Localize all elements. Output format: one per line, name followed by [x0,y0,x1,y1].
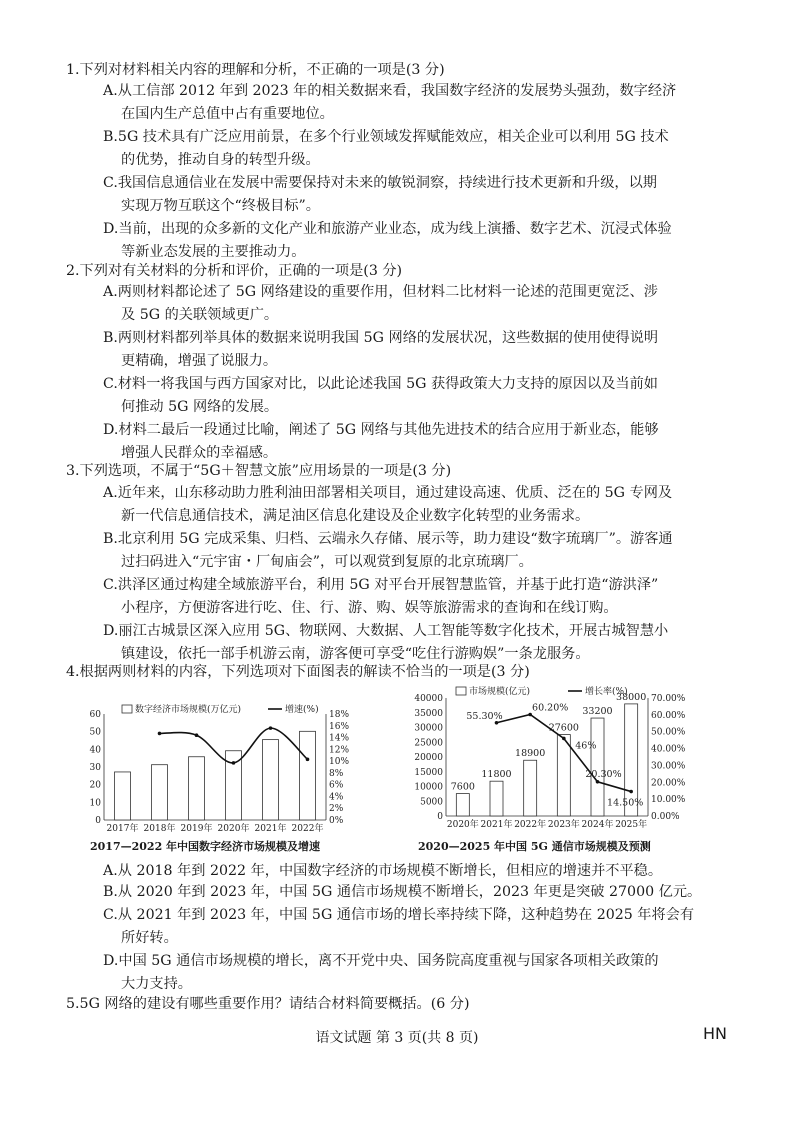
legend-bar-swatch [456,687,466,695]
q1-option-c-line2: 实现万物互联这个“终极目标”。 [121,198,320,214]
q1-option-a-line2: 在国内生产总值中占有重要地位。 [121,106,334,122]
left-tick-label: 0 [437,812,443,822]
right-tick-label: 40.00% [651,744,686,755]
q1-option-b-line2: 的优势，推动自身的转型升级。 [121,152,320,168]
right-tick-label: 0% [329,816,344,826]
q3-option-a [103,482,725,528]
question-5-stem: 5.5G 网络的建设有哪些重要作用？请结合材料简要概括。(6 分) [66,996,470,1012]
right-tick-label: 70.00% [651,694,686,704]
bar [263,740,279,820]
left-tick-label: 30 [89,763,101,773]
legend-line-label: 增长率(%) [585,687,628,697]
q3-option-a-line1: A.近年来，山东移动助力胜利油田部署相关项目，通过建设高速、优质、泛在的 5G 专网及 [103,485,673,501]
right-tick-label: 6% [329,780,344,791]
q1-option-a [103,80,725,126]
q3-option-c [103,574,725,620]
q2-option-b [103,327,725,373]
right-tick-label: 18% [329,710,350,720]
bar [115,772,131,820]
question-3-stem: 3.下列选项，不属于“5G＋智慧文旅”应用场景的一项是(3 分) [66,463,452,479]
q1-option-a-line1: A.从工信部 2012 年到 2023 年的相关数据来看，我国数字经济的发展势头强劲，数字经济 [103,83,677,99]
left-tick-label: 0 [95,816,101,826]
category-label: 2021年 [480,820,513,830]
right-tick-label: 2% [329,804,344,815]
growth-point [596,780,600,784]
q2-option-d-line1: D.材料二最后一段通过比喻，阐述了 5G 网络与其他先进技术的结合应用于新业态，能够 [103,422,659,438]
q3-option-b-line2: 过扫码进入“元宇宙・厂甸庙会”，可以观赏到复原的北京琉璃厂。 [121,554,533,570]
q2-option-a [103,281,725,327]
5g-market-chart-caption: 2020—2025 年中国 5G 通信市场规模及预测 [418,840,651,853]
right-tick-label: 30.00% [651,761,686,772]
left-tick-label: 25000 [414,738,443,749]
question-1-stem: 1.下列对材料相关内容的理解和分析，不正确的一项是(3 分) [66,62,445,78]
q4-option-c-line1: C.从 2021 年到 2023 年，中国 5G 通信市场的增长率持续下降，这种趋势在 2025 年将会有 [103,907,695,923]
q2-option-d [103,419,725,465]
q2-option-c-line2: 何推动 5G 网络的发展。 [121,399,279,415]
left-tick-label: 50 [89,727,101,738]
q4-option-a [103,860,725,883]
q1-option-c-line1: C.我国信息通信业在发展中需要保持对未来的敏锐洞察，持续进行技术更新和升级，以期 [103,175,657,191]
bar [490,781,503,816]
q4-option-b-line1: B.从 2020 年到 2023 年，中国 5G 通信市场规模不断增长，2023 年更是突破 27000 亿元。 [103,884,702,900]
q2-option-c-line1: C.材料一将我国与西方国家对比，以此论述我国 5G 获得政策大力支持的原因以及当前如 [103,376,658,392]
category-label: 2017年 [106,824,139,834]
5g-market-chart [400,686,700,836]
right-tick-label: 10% [329,757,350,768]
q3-option-a-line2: 新一代信息通信技术，满足油区信息化建设及企业数字化转型的业务需求。 [121,508,590,524]
bar [557,735,570,816]
q2-option-b-line1: B.两则材料都列举具体的数据来说明我国 5G 网络的发展状况，这些数据的使用使得说明 [103,330,659,346]
q2-option-c [103,373,725,419]
legend-line-label: 增速(%) [285,705,319,715]
q1-option-d-line2: 等新业态发展的主要推动力。 [121,244,306,260]
category-label: 2018年 [143,824,176,834]
growth-value-label: 55.30% [466,710,503,722]
q2-option-a-line2: 及 5G 的关联领域更广。 [121,307,279,323]
q2-option-d-line2: 增强人民群众的幸福感。 [121,445,278,461]
bar-value-label: 7600 [450,781,475,793]
bar [152,765,168,820]
bar [524,760,537,816]
category-label: 2022年 [291,824,324,834]
category-label: 2021年 [254,824,287,834]
growth-point [629,790,633,794]
q1-option-d-line1: D.当前，出现的众多新的文化产业和旅游产业业态，成为线上演播、数字艺术、沉浸式体验 [103,221,672,237]
question-2-stem: 2.下列对有关材料的分析和评价，正确的一项是(3 分) [66,263,403,279]
bar [300,731,316,820]
right-tick-label: 12% [329,745,350,756]
q1-option-d [103,218,725,264]
category-label: 2023年 [547,820,580,830]
growth-value-label: 60.20% [532,702,569,714]
legend-bar-swatch [122,705,132,713]
q3-option-c-line1: C.洪泽区通过构建全域旅游平台，利用 5G 对平台开展智慧监管，并基于此打造“游洪泽” [103,577,659,593]
q3-option-b-line1: B.北京利用 5G 完成采集、归档、云端永久存储、展示等，助力建设“数字琉璃厂”。游客通 [103,531,673,547]
q1-option-c [103,172,725,218]
q1-option-b [103,126,725,172]
q4-option-c [103,904,725,950]
left-tick-label: 5000 [420,797,443,808]
growth-point [306,758,310,762]
left-tick-label: 40 [89,745,101,756]
q4-option-a-line1: A.从 2018 年到 2022 年，中国数字经济的市场规模不断增长，但相应的增速并不平稳。 [103,863,663,879]
category-label: 2019年 [180,824,213,834]
right-tick-label: 14% [329,733,350,744]
growth-value-label: 20.30% [585,768,622,780]
right-tick-label: 50.00% [651,727,686,738]
right-tick-label: 16% [329,721,350,732]
left-tick-label: 20000 [414,753,443,763]
growth-value-label: 46% [575,740,597,752]
left-tick-label: 10000 [414,782,443,793]
left-tick-label: 10 [89,798,101,809]
bar-value-label: 33200 [582,706,613,718]
right-tick-label: 8% [329,768,344,779]
left-tick-label: 15000 [414,767,443,778]
bar [456,794,469,816]
left-tick-label: 20 [89,780,101,791]
bar-value-label: 11800 [481,769,512,781]
region-mark: HN [703,1024,727,1043]
category-label: 2020年 [217,824,250,834]
category-label: 2022年 [514,820,547,830]
left-tick-label: 35000 [414,708,443,719]
right-tick-label: 0.00% [651,812,680,822]
legend-bar-label: 数字经济市场规模(万亿元) [135,705,242,715]
digital-economy-chart-caption: 2017—2022 年中国数字经济市场规模及增速 [90,840,321,853]
bar [189,757,205,820]
growth-value-label: 14.50% [607,797,644,809]
category-label: 2025年 [615,820,648,830]
q3-option-d [103,620,725,666]
q3-option-c-line2: 小程序，方便游客进行吃、住、行、游、购、娱等旅游需求的查询和在线订购。 [121,600,618,616]
left-tick-label: 40000 [414,694,443,704]
category-label: 2020年 [446,820,479,830]
q4-option-d-line1: D.中国 5G 通信市场规模的增长，离不开党中央、国务院高度重视与国家各项相关政策的 [103,953,659,969]
right-tick-label: 10.00% [651,795,686,806]
q3-option-d-line1: D.丽江古城景区深入应用 5G、物联网、大数据、人工智能等数字化技术，开展古城智慧小 [103,623,669,639]
bar-value-label: 38000 [616,691,647,703]
question-4-stem: 4.根据两则材料的内容，下列选项对下面图表的解读不恰当的一项是(3 分) [66,664,530,680]
digital-economy-chart [78,694,378,836]
q2-option-b-line2: 更精确，增强了说服力。 [121,353,278,369]
left-tick-label: 30000 [414,723,443,734]
q4-option-b [103,881,725,904]
q4-option-c-line2: 所好转。 [121,930,178,946]
growth-point [195,733,199,737]
growth-point [269,726,273,730]
q3-option-b [103,528,725,574]
q4-option-d [103,950,725,996]
growth-point [158,732,162,736]
growth-point [232,761,236,765]
legend-bar-label: 市场规模(亿元) [469,687,531,697]
q4-option-d-line2: 大力支持。 [121,976,192,992]
q3-option-d-line2: 镇建设，依托一部手机游云南，游客便可享受“吃住行游购娱”一条龙服务。 [121,646,590,662]
q1-option-b-line1: B.5G 技术具有广泛应用前景，在多个行业领域发挥赋能效应，相关企业可以利用 5G 技术 [103,129,669,145]
q2-option-a-line1: A.两则材料都论述了 5G 网络建设的重要作用，但材料二比材料一论述的范围更宽泛、涉 [103,284,658,300]
right-tick-label: 20.00% [651,778,686,789]
bar [591,718,604,816]
bar-value-label: 18900 [515,748,546,760]
left-tick-label: 60 [89,710,101,720]
right-tick-label: 60.00% [651,710,686,721]
right-tick-label: 4% [329,792,344,803]
bar-value-label: 27600 [548,722,579,734]
page-footer: 语文试题 第 3 页(共 8 页) [315,1030,479,1046]
growth-point [562,737,566,741]
category-label: 2024年 [581,820,614,830]
